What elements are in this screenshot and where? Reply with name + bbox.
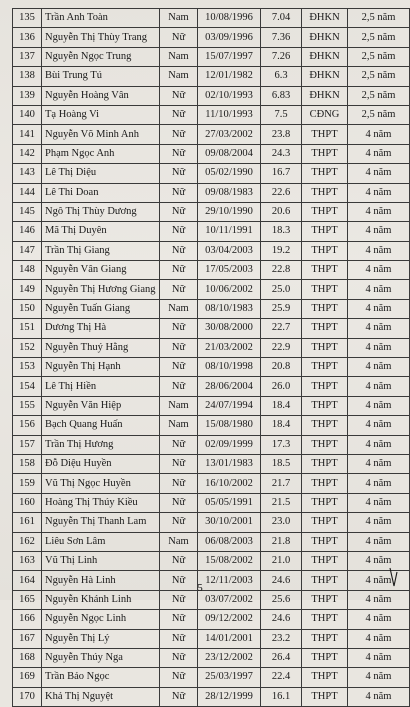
cell-gender: Nữ <box>160 144 198 163</box>
cell-study-duration: 4 năm <box>348 571 410 590</box>
cell-education-level: THPT <box>302 532 348 551</box>
page-number: 5 <box>197 582 203 594</box>
cell-study-duration: 4 năm <box>348 125 410 144</box>
cell-stt: 156 <box>13 416 42 435</box>
cell-gender: Nữ <box>160 668 198 687</box>
student-roster-table <box>12 8 410 707</box>
table-row <box>13 648 410 667</box>
cell-gender: Nam <box>160 47 198 66</box>
cell-stt: 159 <box>13 474 42 493</box>
cell-education-level: THPT <box>302 299 348 318</box>
cell-education-level: THPT <box>302 610 348 629</box>
cell-score: 21.0 <box>261 551 302 570</box>
cell-education-level: THPT <box>302 338 348 357</box>
cell-full-name: Nguyễn Thúy Nga <box>42 648 160 667</box>
cell-education-level: THPT <box>302 183 348 202</box>
cell-education-level: THPT <box>302 416 348 435</box>
cell-education-level: THPT <box>302 590 348 609</box>
cell-date-of-birth: 28/06/2004 <box>198 377 261 396</box>
table-row <box>13 338 410 357</box>
cell-stt: 158 <box>13 454 42 473</box>
table-row <box>13 513 410 532</box>
cell-full-name: Trần Thị Hương <box>42 435 160 454</box>
cell-score: 25.9 <box>261 299 302 318</box>
cell-stt: 149 <box>13 280 42 299</box>
table-row <box>13 396 410 415</box>
cell-education-level: ĐHKN <box>302 28 348 47</box>
cell-education-level: THPT <box>302 551 348 570</box>
cell-education-level: THPT <box>302 125 348 144</box>
cell-study-duration: 4 năm <box>348 648 410 667</box>
cell-stt: 153 <box>13 358 42 377</box>
cell-full-name: Trần Thị Giang <box>42 241 160 260</box>
cell-stt: 170 <box>13 687 42 706</box>
cell-date-of-birth: 03/09/1996 <box>198 28 261 47</box>
cell-full-name: Nguyễn Thị Hương Giang <box>42 280 160 299</box>
cell-education-level: THPT <box>302 396 348 415</box>
table-row <box>13 551 410 570</box>
cell-date-of-birth: 29/10/1990 <box>198 202 261 221</box>
cell-full-name: Nguyễn Thị Lý <box>42 629 160 648</box>
cell-study-duration: 4 năm <box>348 590 410 609</box>
cell-full-name: Nguyễn Thị Thanh Lam <box>42 513 160 532</box>
cell-gender: Nữ <box>160 105 198 124</box>
cell-full-name: Ngô Thị Thùy Dương <box>42 202 160 221</box>
cell-score: 7.26 <box>261 47 302 66</box>
cell-education-level: CĐNG <box>302 105 348 124</box>
table-row <box>13 28 410 47</box>
table-row <box>13 261 410 280</box>
cell-score: 22.9 <box>261 338 302 357</box>
cell-date-of-birth: 11/10/1993 <box>198 105 261 124</box>
cell-score: 26.4 <box>261 648 302 667</box>
cell-score: 17.3 <box>261 435 302 454</box>
cell-education-level: THPT <box>302 648 348 667</box>
cell-study-duration: 4 năm <box>348 202 410 221</box>
table-row <box>13 280 410 299</box>
cell-stt: 144 <box>13 183 42 202</box>
cell-gender: Nữ <box>160 571 198 590</box>
cell-education-level: ĐHKN <box>302 9 348 28</box>
table-row <box>13 47 410 66</box>
table-row <box>13 668 410 687</box>
table-row <box>13 222 410 241</box>
cell-score: 24.6 <box>261 571 302 590</box>
cell-education-level: THPT <box>302 513 348 532</box>
cell-score: 18.5 <box>261 454 302 473</box>
cell-stt: 138 <box>13 67 42 86</box>
cell-education-level: THPT <box>302 377 348 396</box>
cell-gender: Nam <box>160 9 198 28</box>
cell-score: 6.3 <box>261 67 302 86</box>
cell-full-name: Nguyễn Vân Giang <box>42 261 160 280</box>
cell-education-level: ĐHKN <box>302 86 348 105</box>
cell-gender: Nữ <box>160 319 198 338</box>
cell-education-level: THPT <box>302 668 348 687</box>
cell-study-duration: 4 năm <box>348 396 410 415</box>
table-row <box>13 241 410 260</box>
cell-stt: 145 <box>13 202 42 221</box>
cell-full-name: Nguyễn Hoàng Vân <box>42 86 160 105</box>
cell-study-duration: 4 năm <box>348 416 410 435</box>
cell-stt: 143 <box>13 164 42 183</box>
cell-education-level: THPT <box>302 319 348 338</box>
cell-stt: 151 <box>13 319 42 338</box>
cell-stt: 169 <box>13 668 42 687</box>
cell-date-of-birth: 12/11/2003 <box>198 571 261 590</box>
cell-date-of-birth: 12/01/1982 <box>198 67 261 86</box>
cell-stt: 162 <box>13 532 42 551</box>
cell-full-name: Nguyễn Văn Hiệp <box>42 396 160 415</box>
cell-stt: 168 <box>13 648 42 667</box>
cell-full-name: Bùi Trung Tú <box>42 67 160 86</box>
cell-study-duration: 4 năm <box>348 241 410 260</box>
cell-date-of-birth: 16/10/2002 <box>198 474 261 493</box>
table-row <box>13 183 410 202</box>
cell-full-name: Vũ Thị Ngọc Huyền <box>42 474 160 493</box>
cell-score: 26.0 <box>261 377 302 396</box>
cell-score: 19.2 <box>261 241 302 260</box>
cell-study-duration: 4 năm <box>348 513 410 532</box>
cell-stt: 141 <box>13 125 42 144</box>
cell-score: 25.6 <box>261 590 302 609</box>
cell-study-duration: 2,5 năm <box>348 28 410 47</box>
cell-stt: 157 <box>13 435 42 454</box>
cell-study-duration: 4 năm <box>348 144 410 163</box>
table-row <box>13 67 410 86</box>
table-row <box>13 416 410 435</box>
cell-full-name: Nguyễn Tuấn Giang <box>42 299 160 318</box>
cell-full-name: Trần Anh Toàn <box>42 9 160 28</box>
cell-score: 20.8 <box>261 358 302 377</box>
cell-score: 20.6 <box>261 202 302 221</box>
cell-study-duration: 4 năm <box>348 358 410 377</box>
table-row <box>13 319 410 338</box>
cell-education-level: THPT <box>302 241 348 260</box>
cell-score: 7.5 <box>261 105 302 124</box>
cell-score: 24.6 <box>261 610 302 629</box>
cell-date-of-birth: 27/03/2002 <box>198 125 261 144</box>
cell-gender: Nam <box>160 532 198 551</box>
cell-education-level: THPT <box>302 358 348 377</box>
table-row <box>13 144 410 163</box>
cell-date-of-birth: 10/11/1991 <box>198 222 261 241</box>
cell-gender: Nữ <box>160 493 198 512</box>
cell-stt: 140 <box>13 105 42 124</box>
cell-stt: 167 <box>13 629 42 648</box>
cell-stt: 139 <box>13 86 42 105</box>
cell-full-name: Dương Thị Hà <box>42 319 160 338</box>
cell-study-duration: 2,5 năm <box>348 67 410 86</box>
cell-education-level: THPT <box>302 454 348 473</box>
cell-stt: 146 <box>13 222 42 241</box>
cell-gender: Nữ <box>160 474 198 493</box>
cell-score: 22.4 <box>261 668 302 687</box>
cell-score: 22.6 <box>261 183 302 202</box>
cell-gender: Nữ <box>160 648 198 667</box>
cell-date-of-birth: 02/09/1999 <box>198 435 261 454</box>
cell-full-name: Khả Thị Nguyệt <box>42 687 160 706</box>
cell-stt: 165 <box>13 590 42 609</box>
cell-score: 18.4 <box>261 416 302 435</box>
table-row <box>13 474 410 493</box>
cell-full-name: Nguyễn Ngọc Trung <box>42 47 160 66</box>
cell-stt: 135 <box>13 9 42 28</box>
cell-gender: Nữ <box>160 377 198 396</box>
cell-full-name: Lê Thi Doan <box>42 183 160 202</box>
cell-education-level: THPT <box>302 280 348 299</box>
table-row <box>13 629 410 648</box>
table-row <box>13 377 410 396</box>
cell-study-duration: 4 năm <box>348 474 410 493</box>
cell-gender: Nữ <box>160 590 198 609</box>
cell-gender: Nữ <box>160 513 198 532</box>
cell-date-of-birth: 08/10/1998 <box>198 358 261 377</box>
cell-score: 22.7 <box>261 319 302 338</box>
cell-date-of-birth: 08/10/1983 <box>198 299 261 318</box>
cell-education-level: THPT <box>302 144 348 163</box>
cell-study-duration: 4 năm <box>348 668 410 687</box>
cell-stt: 152 <box>13 338 42 357</box>
cell-study-duration: 2,5 năm <box>348 105 410 124</box>
cell-education-level: THPT <box>302 687 348 706</box>
cell-score: 25.0 <box>261 280 302 299</box>
cell-study-duration: 4 năm <box>348 164 410 183</box>
cell-stt: 163 <box>13 551 42 570</box>
cell-date-of-birth: 02/10/1993 <box>198 86 261 105</box>
cell-gender: Nữ <box>160 454 198 473</box>
cell-gender: Nữ <box>160 125 198 144</box>
cell-study-duration: 4 năm <box>348 261 410 280</box>
cell-study-duration: 4 năm <box>348 338 410 357</box>
cell-gender: Nam <box>160 416 198 435</box>
cell-date-of-birth: 15/07/1997 <box>198 47 261 66</box>
table-row <box>13 435 410 454</box>
cell-full-name: Tạ Hoàng Vi <box>42 105 160 124</box>
cell-stt: 161 <box>13 513 42 532</box>
cell-education-level: ĐHKN <box>302 47 348 66</box>
cell-score: 21.5 <box>261 493 302 512</box>
cell-date-of-birth: 10/08/1996 <box>198 9 261 28</box>
cell-stt: 150 <box>13 299 42 318</box>
cell-gender: Nữ <box>160 261 198 280</box>
cell-date-of-birth: 30/08/2000 <box>198 319 261 338</box>
cell-date-of-birth: 09/12/2002 <box>198 610 261 629</box>
cell-full-name: Lê Thị Hiền <box>42 377 160 396</box>
cell-education-level: THPT <box>302 474 348 493</box>
cell-gender: Nữ <box>160 687 198 706</box>
cell-education-level: THPT <box>302 222 348 241</box>
cell-study-duration: 4 năm <box>348 319 410 338</box>
cell-study-duration: 4 năm <box>348 493 410 512</box>
cell-full-name: Phạm Ngọc Anh <box>42 144 160 163</box>
table-row <box>13 687 410 706</box>
cell-study-duration: 2,5 năm <box>348 9 410 28</box>
cell-education-level: ĐHKN <box>302 67 348 86</box>
cell-stt: 136 <box>13 28 42 47</box>
cell-gender: Nam <box>160 67 198 86</box>
cell-study-duration: 4 năm <box>348 435 410 454</box>
cell-score: 18.4 <box>261 396 302 415</box>
cell-gender: Nữ <box>160 164 198 183</box>
cell-score: 7.04 <box>261 9 302 28</box>
cell-education-level: THPT <box>302 164 348 183</box>
cell-date-of-birth: 24/07/1994 <box>198 396 261 415</box>
cell-score: 7.36 <box>261 28 302 47</box>
table-row <box>13 532 410 551</box>
cell-score: 24.3 <box>261 144 302 163</box>
table-row <box>13 202 410 221</box>
cell-education-level: THPT <box>302 629 348 648</box>
pen-mark-icon <box>388 566 398 590</box>
cell-gender: Nữ <box>160 183 198 202</box>
cell-full-name: Lê Thị Diệu <box>42 164 160 183</box>
table-row <box>13 164 410 183</box>
cell-date-of-birth: 05/02/1990 <box>198 164 261 183</box>
cell-gender: Nữ <box>160 358 198 377</box>
cell-study-duration: 4 năm <box>348 222 410 241</box>
cell-full-name: Nguyễn Võ Minh Anh <box>42 125 160 144</box>
cell-score: 16.7 <box>261 164 302 183</box>
cell-education-level: THPT <box>302 202 348 221</box>
table-row <box>13 454 410 473</box>
cell-gender: Nữ <box>160 280 198 299</box>
cell-score: 23.2 <box>261 629 302 648</box>
cell-date-of-birth: 15/08/1980 <box>198 416 261 435</box>
cell-date-of-birth: 09/08/1983 <box>198 183 261 202</box>
cell-date-of-birth: 05/05/1991 <box>198 493 261 512</box>
cell-gender: Nữ <box>160 435 198 454</box>
cell-study-duration: 2,5 năm <box>348 86 410 105</box>
table-row <box>13 493 410 512</box>
cell-date-of-birth: 09/08/2004 <box>198 144 261 163</box>
cell-score: 6.83 <box>261 86 302 105</box>
cell-full-name: Nguyễn Ngọc Linh <box>42 610 160 629</box>
cell-date-of-birth: 15/08/2002 <box>198 551 261 570</box>
cell-score: 23.0 <box>261 513 302 532</box>
cell-date-of-birth: 28/12/1999 <box>198 687 261 706</box>
cell-full-name: Nguyễn Hà Linh <box>42 571 160 590</box>
cell-score: 18.3 <box>261 222 302 241</box>
cell-gender: Nữ <box>160 629 198 648</box>
cell-full-name: Vũ Thị Linh <box>42 551 160 570</box>
cell-study-duration: 4 năm <box>348 629 410 648</box>
cell-stt: 147 <box>13 241 42 260</box>
cell-score: 22.8 <box>261 261 302 280</box>
cell-study-duration: 4 năm <box>348 377 410 396</box>
cell-stt: 160 <box>13 493 42 512</box>
cell-full-name: Nguyễn Thị Thùy Trang <box>42 28 160 47</box>
cell-education-level: THPT <box>302 571 348 590</box>
cell-date-of-birth: 10/06/2002 <box>198 280 261 299</box>
table-row <box>13 299 410 318</box>
cell-education-level: THPT <box>302 435 348 454</box>
cell-full-name: Trần Bảo Ngọc <box>42 668 160 687</box>
table-row <box>13 358 410 377</box>
cell-full-name: Nguyễn Khánh Linh <box>42 590 160 609</box>
cell-date-of-birth: 25/03/1997 <box>198 668 261 687</box>
table-row <box>13 125 410 144</box>
roster-body <box>13 9 410 707</box>
cell-education-level: THPT <box>302 493 348 512</box>
cell-score: 21.8 <box>261 532 302 551</box>
cell-date-of-birth: 06/08/2003 <box>198 532 261 551</box>
cell-full-name: Hoàng Thị Thúy Kiều <box>42 493 160 512</box>
cell-study-duration: 4 năm <box>348 183 410 202</box>
table-row <box>13 610 410 629</box>
table-row <box>13 9 410 28</box>
cell-study-duration: 4 năm <box>348 551 410 570</box>
cell-stt: 155 <box>13 396 42 415</box>
cell-full-name: Liêu Sơn Lâm <box>42 532 160 551</box>
cell-stt: 148 <box>13 261 42 280</box>
cell-full-name: Nguyễn Thuý Hằng <box>42 338 160 357</box>
cell-gender: Nữ <box>160 551 198 570</box>
cell-study-duration: 4 năm <box>348 280 410 299</box>
cell-gender: Nữ <box>160 86 198 105</box>
cell-gender: Nam <box>160 396 198 415</box>
cell-study-duration: 4 năm <box>348 454 410 473</box>
cell-study-duration: 4 năm <box>348 687 410 706</box>
cell-gender: Nữ <box>160 241 198 260</box>
cell-full-name: Mã Thị Duyên <box>42 222 160 241</box>
cell-date-of-birth: 30/10/2001 <box>198 513 261 532</box>
cell-date-of-birth: 03/07/2002 <box>198 590 261 609</box>
cell-date-of-birth: 14/01/2001 <box>198 629 261 648</box>
cell-full-name: Đỗ Diệu Huyền <box>42 454 160 473</box>
cell-date-of-birth: 17/05/2003 <box>198 261 261 280</box>
cell-full-name: Bạch Quang Huấn <box>42 416 160 435</box>
cell-gender: Nữ <box>160 610 198 629</box>
cell-study-duration: 2,5 năm <box>348 47 410 66</box>
cell-stt: 142 <box>13 144 42 163</box>
cell-stt: 137 <box>13 47 42 66</box>
cell-score: 23.8 <box>261 125 302 144</box>
cell-score: 21.7 <box>261 474 302 493</box>
cell-stt: 164 <box>13 571 42 590</box>
cell-gender: Nam <box>160 299 198 318</box>
cell-full-name: Nguyễn Thị Hạnh <box>42 358 160 377</box>
table-row <box>13 86 410 105</box>
cell-date-of-birth: 21/03/2002 <box>198 338 261 357</box>
cell-study-duration: 4 năm <box>348 299 410 318</box>
cell-gender: Nữ <box>160 28 198 47</box>
cell-stt: 166 <box>13 610 42 629</box>
cell-score: 16.1 <box>261 687 302 706</box>
cell-stt: 154 <box>13 377 42 396</box>
cell-gender: Nữ <box>160 222 198 241</box>
cell-gender: Nữ <box>160 338 198 357</box>
cell-education-level: THPT <box>302 261 348 280</box>
table-row <box>13 105 410 124</box>
cell-date-of-birth: 13/01/1983 <box>198 454 261 473</box>
cell-study-duration: 4 năm <box>348 610 410 629</box>
cell-study-duration: 4 năm <box>348 532 410 551</box>
cell-date-of-birth: 23/12/2002 <box>198 648 261 667</box>
cell-gender: Nữ <box>160 202 198 221</box>
cell-date-of-birth: 03/04/2003 <box>198 241 261 260</box>
